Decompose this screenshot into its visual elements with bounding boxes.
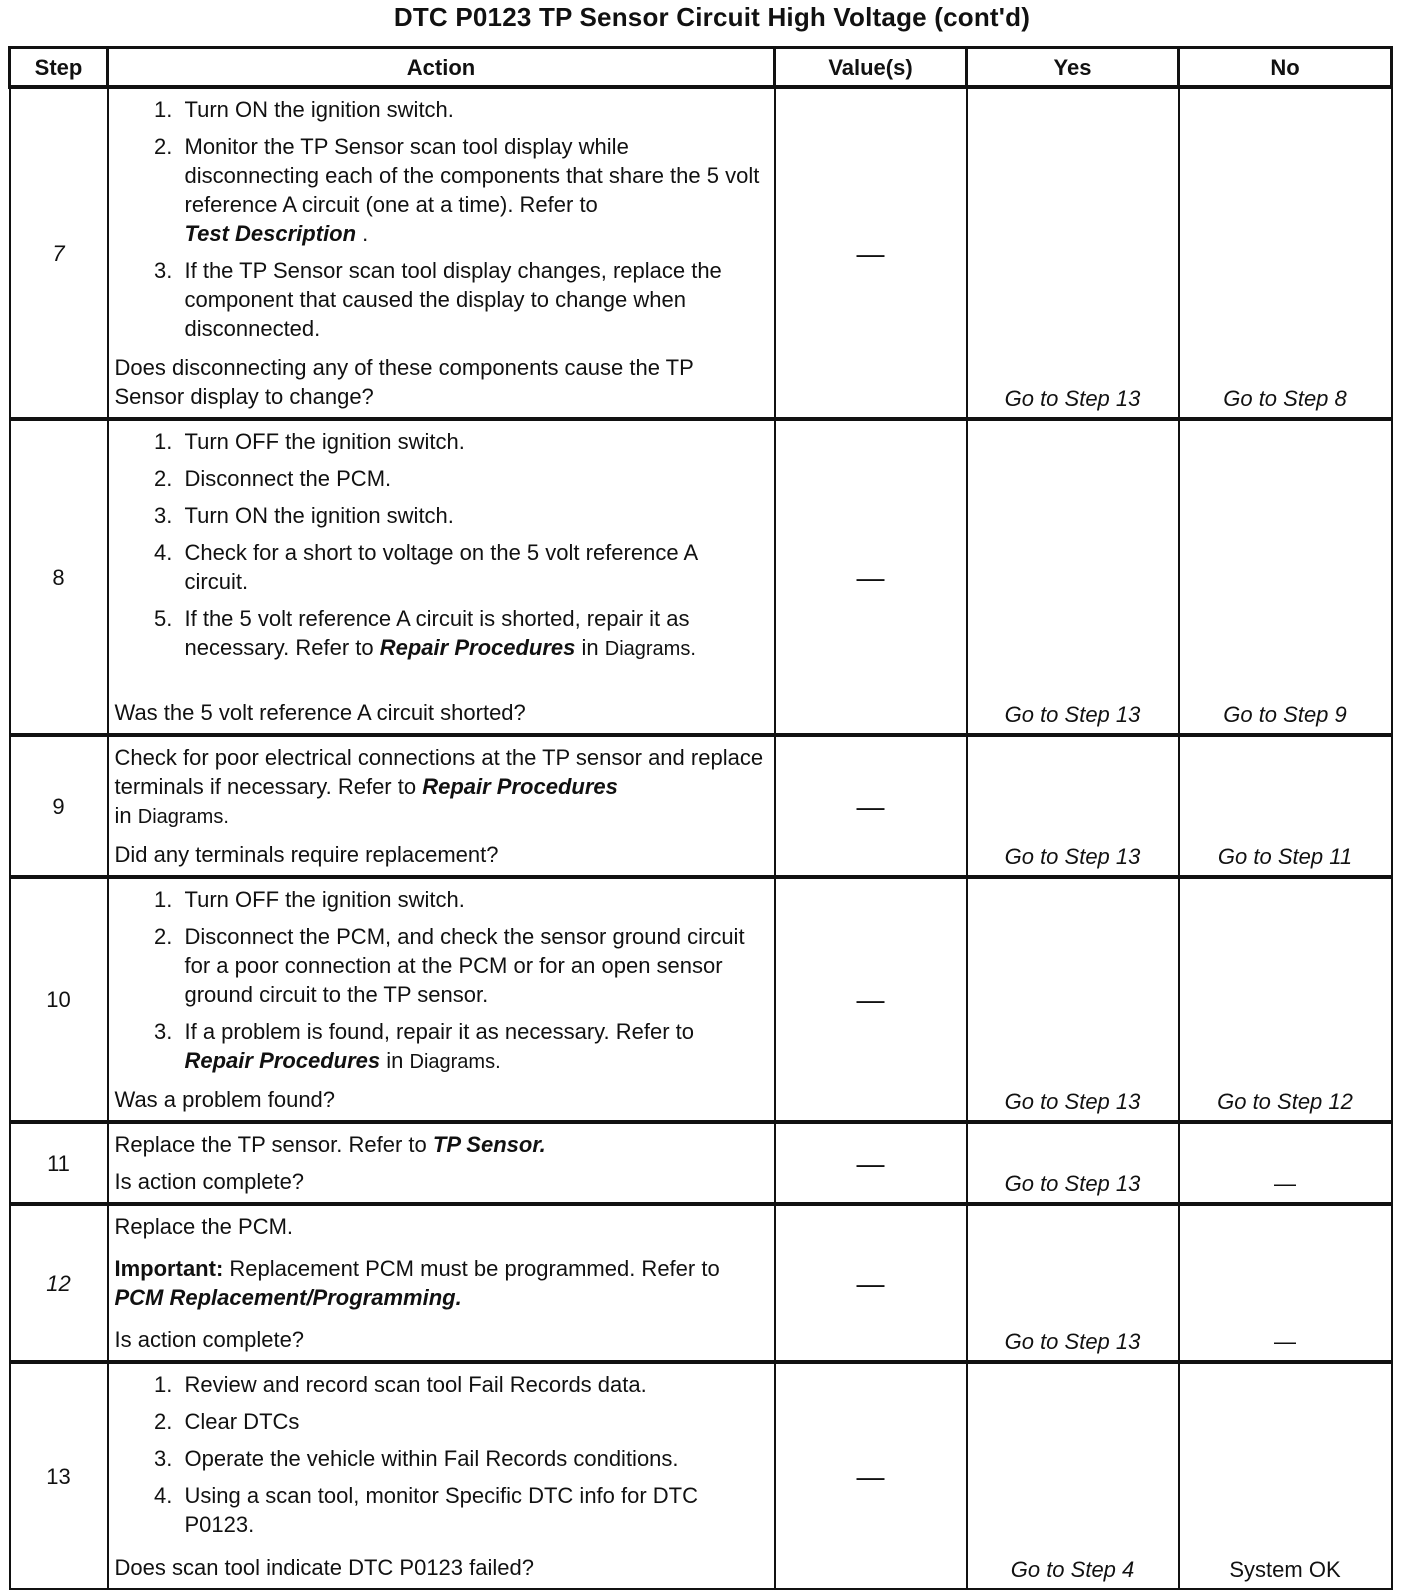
- page-title: DTC P0123 TP Sensor Circuit High Voltage (cont'd): [393, 2, 1031, 32]
- step-number: 12: [10, 1204, 108, 1362]
- step-number: 7: [10, 87, 108, 419]
- action-cell: [108, 877, 775, 1122]
- action-cell: [108, 419, 775, 735]
- action-cell: [108, 1362, 775, 1589]
- action-item: 4. Check for a short to voltage on the 5 volt reference A circuit.: [179, 538, 766, 596]
- table-row: [10, 1204, 1392, 1362]
- no-result: —: [1179, 1204, 1392, 1362]
- header-values: Value(s): [775, 48, 967, 88]
- table-row: [10, 419, 1392, 735]
- action-cell: [108, 1122, 775, 1204]
- table-row: [10, 877, 1392, 1122]
- no-result: Go to Step 8: [1179, 87, 1392, 419]
- action-list: [115, 1370, 766, 1547]
- action-question: Is action complete?: [114, 1327, 305, 1352]
- action-question: Is action complete?: [114, 1169, 305, 1194]
- action-item: 3. Operate the vehicle within Fail Records conditions.: [179, 1444, 766, 1473]
- action-question: Does disconnecting any of these components cause the TP Sensor display to change?: [114, 355, 694, 409]
- action-question: Did any terminals require replacement?: [114, 842, 499, 867]
- reference-link: Test Description: [184, 221, 357, 246]
- action-item: 2. Disconnect the PCM, and check the sensor ground circuit for a poor connection at the PCM or for an open sensor ground circuit to the TP sensor.: [179, 922, 766, 1009]
- yes-result: Go to Step 13: [967, 419, 1179, 735]
- yes-result: Go to Step 13: [967, 87, 1179, 419]
- yes-result: Go to Step 4: [967, 1362, 1179, 1589]
- table-row: [10, 1362, 1392, 1589]
- reference-link: Repair Procedures: [379, 635, 576, 660]
- action-question: Was the 5 volt reference A circuit shorted?: [114, 700, 526, 725]
- header-yes: Yes: [967, 48, 1179, 88]
- action-item: 3. If the TP Sensor scan tool display changes, replace the component that caused the display to change when disconnected.: [179, 256, 766, 343]
- step-number: 10: [10, 877, 108, 1122]
- action-cell: [108, 735, 775, 877]
- action-text: Check for poor electrical connections at the TP sensor and replace terminals if necessary. Refer to Repair Procedures in Diagrams.: [114, 745, 764, 828]
- action-item: 2. Monitor the TP Sensor scan tool display while disconnecting each of the components that share the 5 volt reference A circuit (one at a time). Refer to Test Description .: [179, 132, 766, 248]
- action-item: 4. Using a scan tool, monitor Specific DTC info for DTC P0123.: [179, 1481, 766, 1539]
- action-question: Was a problem found?: [114, 1087, 336, 1112]
- step-number: 9: [10, 735, 108, 877]
- action-question: Does scan tool indicate DTC P0123 failed?: [114, 1555, 534, 1580]
- value-cell: —: [775, 87, 967, 419]
- yes-result: Go to Step 13: [967, 1122, 1179, 1204]
- reference-link: PCM Replacement/Programming.: [114, 1285, 462, 1310]
- action-item: 1. Review and record scan tool Fail Records data.: [179, 1370, 766, 1399]
- value-cell: —: [775, 1362, 967, 1589]
- action-item: 1. Turn ON the ignition switch.: [179, 95, 766, 124]
- action-item: 5. If the 5 volt reference A circuit is shorted, repair it as necessary. Refer to Repair Procedures in Diagrams.: [179, 604, 766, 664]
- no-result: System OK: [1179, 1362, 1392, 1589]
- table-row: [10, 735, 1392, 877]
- reference-link: Repair Procedures: [422, 774, 618, 799]
- step-number: 11: [10, 1122, 108, 1204]
- action-item: 3. If a problem is found, repair it as necessary. Refer to Repair Procedures in Diagrams.: [179, 1017, 766, 1077]
- header-action: Action: [108, 48, 775, 88]
- important-note: Important: Replacement PCM must be programmed. Refer to PCM Replacement/Programming.: [114, 1256, 720, 1310]
- value-cell: —: [775, 877, 967, 1122]
- no-result: Go to Step 11: [1179, 735, 1392, 877]
- value-cell: —: [775, 1122, 967, 1204]
- action-item: 2. Disconnect the PCM.: [179, 464, 766, 493]
- action-item: 2. Clear DTCs: [179, 1407, 766, 1436]
- action-list: [115, 885, 766, 1085]
- table-header-row: [10, 48, 1392, 88]
- table-row: [10, 1122, 1392, 1204]
- action-item: 3. Turn ON the ignition switch.: [179, 501, 766, 530]
- reference-link: Repair Procedures: [184, 1048, 381, 1073]
- reference-link: TP Sensor.: [432, 1132, 546, 1157]
- value-cell: —: [775, 1204, 967, 1362]
- yes-result: Go to Step 13: [967, 877, 1179, 1122]
- table-row: [10, 87, 1392, 419]
- yes-result: Go to Step 13: [967, 735, 1179, 877]
- diagnostic-table: [8, 46, 1393, 1590]
- header-no: No: [1179, 48, 1392, 88]
- no-result: —: [1179, 1122, 1392, 1204]
- value-cell: —: [775, 735, 967, 877]
- value-cell: —: [775, 419, 967, 735]
- step-number: 13: [10, 1362, 108, 1589]
- yes-result: Go to Step 13: [967, 1204, 1179, 1362]
- action-text: Replace the PCM.: [114, 1214, 294, 1239]
- no-result: Go to Step 12: [1179, 877, 1392, 1122]
- action-item: 1. Turn OFF the ignition switch.: [179, 885, 766, 914]
- action-cell: [108, 87, 775, 419]
- action-item: 1. Turn OFF the ignition switch.: [179, 427, 766, 456]
- action-list: [115, 95, 766, 351]
- header-step: Step: [10, 48, 108, 88]
- action-list: [115, 427, 766, 672]
- action-cell: [108, 1204, 775, 1362]
- action-text: Replace the TP sensor. Refer to TP Sensor.: [114, 1132, 546, 1157]
- no-result: Go to Step 9: [1179, 419, 1392, 735]
- step-number: 8: [10, 419, 108, 735]
